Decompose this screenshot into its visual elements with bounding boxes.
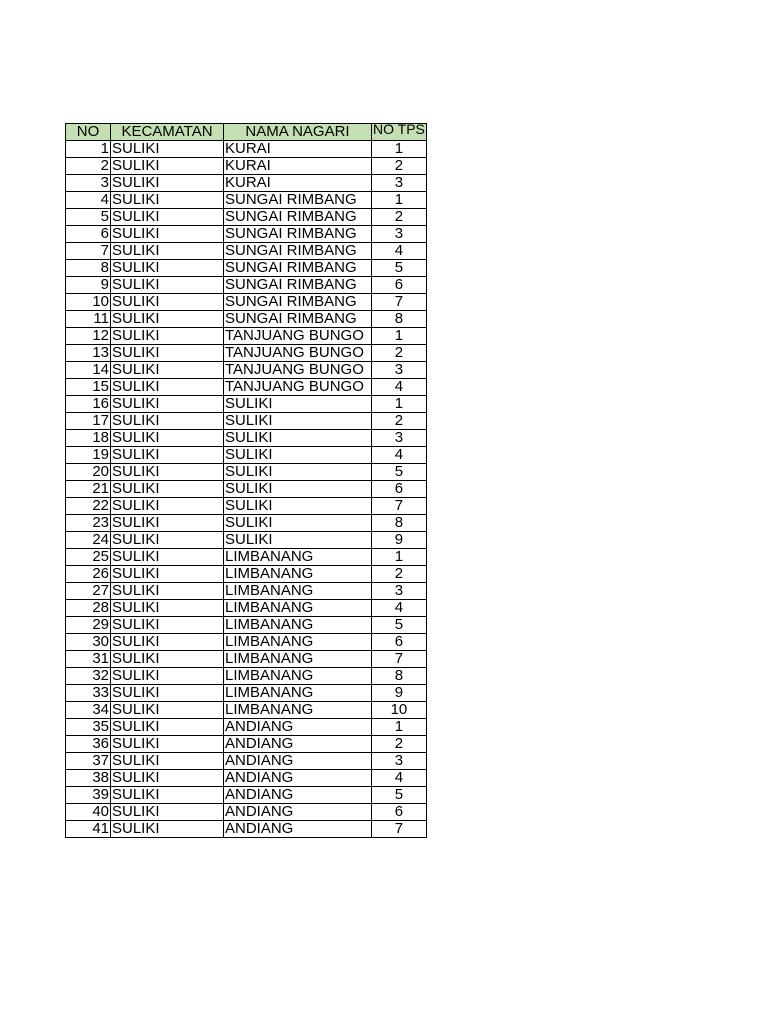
cell-nama-nagari: KURAI	[224, 158, 372, 175]
table-row	[66, 447, 427, 464]
cell-no-tps: 2	[372, 209, 427, 226]
table-body	[66, 141, 427, 838]
cell-kecamatan: SULIKI	[111, 787, 224, 804]
cell-kecamatan: SULIKI	[111, 379, 224, 396]
cell-nama-nagari: ANDIANG	[224, 736, 372, 753]
table-row	[66, 345, 427, 362]
cell-no: 2	[66, 158, 111, 175]
cell-no: 29	[66, 617, 111, 634]
cell-no: 41	[66, 821, 111, 838]
cell-no-tps: 1	[372, 719, 427, 736]
cell-no-tps: 10	[372, 702, 427, 719]
cell-nama-nagari: LIMBANANG	[224, 651, 372, 668]
table-row	[66, 481, 427, 498]
cell-nama-nagari: LIMBANANG	[224, 634, 372, 651]
cell-no: 26	[66, 566, 111, 583]
table-row	[66, 413, 427, 430]
table-row	[66, 209, 427, 226]
table-row	[66, 277, 427, 294]
cell-no-tps: 5	[372, 464, 427, 481]
cell-no-tps: 6	[372, 481, 427, 498]
table-row	[66, 328, 427, 345]
table-row	[66, 719, 427, 736]
cell-no-tps: 7	[372, 651, 427, 668]
cell-no-tps: 3	[372, 175, 427, 192]
cell-no: 3	[66, 175, 111, 192]
cell-kecamatan: SULIKI	[111, 617, 224, 634]
cell-no-tps: 3	[372, 362, 427, 379]
cell-no: 36	[66, 736, 111, 753]
cell-no: 4	[66, 192, 111, 209]
table-row	[66, 464, 427, 481]
cell-no: 13	[66, 345, 111, 362]
cell-no-tps: 8	[372, 668, 427, 685]
cell-no-tps: 5	[372, 617, 427, 634]
table-row	[66, 787, 427, 804]
table-row	[66, 583, 427, 600]
cell-nama-nagari: ANDIANG	[224, 770, 372, 787]
cell-nama-nagari: SUNGAI RIMBANG	[224, 260, 372, 277]
cell-kecamatan: SULIKI	[111, 481, 224, 498]
cell-kecamatan: SULIKI	[111, 260, 224, 277]
cell-no: 19	[66, 447, 111, 464]
cell-no: 27	[66, 583, 111, 600]
cell-no: 38	[66, 770, 111, 787]
cell-nama-nagari: ANDIANG	[224, 719, 372, 736]
cell-no-tps: 5	[372, 260, 427, 277]
cell-nama-nagari: LIMBANANG	[224, 549, 372, 566]
cell-no-tps: 8	[372, 515, 427, 532]
cell-no-tps: 2	[372, 158, 427, 175]
cell-no-tps: 2	[372, 736, 427, 753]
cell-kecamatan: SULIKI	[111, 243, 224, 260]
cell-kecamatan: SULIKI	[111, 549, 224, 566]
cell-no: 31	[66, 651, 111, 668]
cell-kecamatan: SULIKI	[111, 532, 224, 549]
cell-kecamatan: SULIKI	[111, 668, 224, 685]
cell-nama-nagari: ANDIANG	[224, 804, 372, 821]
cell-kecamatan: SULIKI	[111, 413, 224, 430]
cell-no-tps: 8	[372, 311, 427, 328]
table-row	[66, 600, 427, 617]
cell-kecamatan: SULIKI	[111, 770, 224, 787]
cell-nama-nagari: SULIKI	[224, 447, 372, 464]
cell-no: 8	[66, 260, 111, 277]
cell-kecamatan: SULIKI	[111, 702, 224, 719]
cell-no-tps: 2	[372, 413, 427, 430]
table-row	[66, 617, 427, 634]
cell-no: 17	[66, 413, 111, 430]
cell-no: 28	[66, 600, 111, 617]
cell-kecamatan: SULIKI	[111, 430, 224, 447]
cell-no: 33	[66, 685, 111, 702]
table-row	[66, 702, 427, 719]
cell-kecamatan: SULIKI	[111, 141, 224, 158]
cell-kecamatan: SULIKI	[111, 345, 224, 362]
cell-no-tps: 6	[372, 277, 427, 294]
table-row	[66, 634, 427, 651]
cell-no-tps: 3	[372, 583, 427, 600]
cell-no: 16	[66, 396, 111, 413]
cell-nama-nagari: LIMBANANG	[224, 685, 372, 702]
table-row	[66, 753, 427, 770]
cell-no: 23	[66, 515, 111, 532]
cell-no: 25	[66, 549, 111, 566]
table-row	[66, 770, 427, 787]
cell-kecamatan: SULIKI	[111, 311, 224, 328]
cell-no: 5	[66, 209, 111, 226]
cell-no-tps: 2	[372, 345, 427, 362]
cell-kecamatan: SULIKI	[111, 685, 224, 702]
cell-nama-nagari: KURAI	[224, 141, 372, 158]
cell-no-tps: 4	[372, 600, 427, 617]
cell-kecamatan: SULIKI	[111, 753, 224, 770]
cell-nama-nagari: TANJUANG BUNGO	[224, 362, 372, 379]
cell-no: 35	[66, 719, 111, 736]
cell-kecamatan: SULIKI	[111, 192, 224, 209]
cell-no: 32	[66, 668, 111, 685]
cell-kecamatan: SULIKI	[111, 294, 224, 311]
cell-no: 18	[66, 430, 111, 447]
table-header-row	[66, 124, 427, 141]
table-row	[66, 804, 427, 821]
cell-no-tps: 1	[372, 141, 427, 158]
table-row	[66, 532, 427, 549]
cell-no: 24	[66, 532, 111, 549]
cell-no-tps: 6	[372, 804, 427, 821]
cell-kecamatan: SULIKI	[111, 821, 224, 838]
cell-no: 30	[66, 634, 111, 651]
cell-kecamatan: SULIKI	[111, 719, 224, 736]
cell-no-tps: 1	[372, 549, 427, 566]
cell-no-tps: 3	[372, 430, 427, 447]
cell-no-tps: 1	[372, 396, 427, 413]
cell-nama-nagari: TANJUANG BUNGO	[224, 328, 372, 345]
cell-no: 9	[66, 277, 111, 294]
cell-no-tps: 3	[372, 753, 427, 770]
cell-kecamatan: SULIKI	[111, 158, 224, 175]
cell-no: 6	[66, 226, 111, 243]
cell-nama-nagari: SULIKI	[224, 498, 372, 515]
table-row	[66, 651, 427, 668]
cell-no: 21	[66, 481, 111, 498]
cell-nama-nagari: SULIKI	[224, 515, 372, 532]
table-row	[66, 668, 427, 685]
cell-no: 39	[66, 787, 111, 804]
cell-no: 34	[66, 702, 111, 719]
table-row	[66, 192, 427, 209]
table-row	[66, 821, 427, 838]
cell-no: 7	[66, 243, 111, 260]
cell-no: 15	[66, 379, 111, 396]
table-row	[66, 243, 427, 260]
table-row	[66, 549, 427, 566]
cell-nama-nagari: LIMBANANG	[224, 600, 372, 617]
table-row	[66, 396, 427, 413]
cell-no-tps: 4	[372, 379, 427, 396]
cell-nama-nagari: TANJUANG BUNGO	[224, 379, 372, 396]
cell-kecamatan: SULIKI	[111, 515, 224, 532]
cell-no-tps: 7	[372, 498, 427, 515]
table-row	[66, 430, 427, 447]
cell-no-tps: 1	[372, 192, 427, 209]
cell-no: 14	[66, 362, 111, 379]
table-row	[66, 379, 427, 396]
cell-nama-nagari: SUNGAI RIMBANG	[224, 192, 372, 209]
cell-nama-nagari: SUNGAI RIMBANG	[224, 226, 372, 243]
table-row	[66, 515, 427, 532]
cell-kecamatan: SULIKI	[111, 209, 224, 226]
table-row	[66, 498, 427, 515]
cell-nama-nagari: LIMBANANG	[224, 583, 372, 600]
table-row	[66, 685, 427, 702]
table-row	[66, 175, 427, 192]
cell-no-tps: 7	[372, 294, 427, 311]
cell-nama-nagari: SUNGAI RIMBANG	[224, 243, 372, 260]
cell-kecamatan: SULIKI	[111, 498, 224, 515]
cell-no: 20	[66, 464, 111, 481]
cell-kecamatan: SULIKI	[111, 328, 224, 345]
header-no: NO	[66, 124, 111, 141]
cell-kecamatan: SULIKI	[111, 396, 224, 413]
cell-no: 12	[66, 328, 111, 345]
header-kecamatan: KECAMATAN	[111, 124, 224, 141]
cell-nama-nagari: LIMBANANG	[224, 668, 372, 685]
cell-kecamatan: SULIKI	[111, 226, 224, 243]
cell-kecamatan: SULIKI	[111, 362, 224, 379]
table-row	[66, 141, 427, 158]
table-row	[66, 158, 427, 175]
cell-no-tps: 7	[372, 821, 427, 838]
cell-no: 10	[66, 294, 111, 311]
cell-no: 11	[66, 311, 111, 328]
cell-kecamatan: SULIKI	[111, 736, 224, 753]
cell-nama-nagari: ANDIANG	[224, 821, 372, 838]
cell-nama-nagari: ANDIANG	[224, 787, 372, 804]
cell-nama-nagari: SUNGAI RIMBANG	[224, 294, 372, 311]
cell-nama-nagari: SUNGAI RIMBANG	[224, 311, 372, 328]
tps-table	[65, 123, 427, 838]
cell-kecamatan: SULIKI	[111, 634, 224, 651]
cell-nama-nagari: SULIKI	[224, 396, 372, 413]
cell-no: 22	[66, 498, 111, 515]
header-nama-nagari: NAMA NAGARI	[224, 124, 372, 141]
cell-no: 1	[66, 141, 111, 158]
cell-kecamatan: SULIKI	[111, 651, 224, 668]
cell-kecamatan: SULIKI	[111, 447, 224, 464]
cell-no-tps: 4	[372, 770, 427, 787]
cell-no-tps: 6	[372, 634, 427, 651]
cell-nama-nagari: SUNGAI RIMBANG	[224, 277, 372, 294]
cell-no-tps: 5	[372, 787, 427, 804]
cell-nama-nagari: LIMBANANG	[224, 617, 372, 634]
table-row	[66, 566, 427, 583]
cell-no-tps: 2	[372, 566, 427, 583]
cell-kecamatan: SULIKI	[111, 175, 224, 192]
cell-no-tps: 9	[372, 685, 427, 702]
cell-nama-nagari: LIMBANANG	[224, 566, 372, 583]
cell-kecamatan: SULIKI	[111, 583, 224, 600]
header-no-tps	[372, 124, 427, 141]
table-row	[66, 736, 427, 753]
cell-no: 40	[66, 804, 111, 821]
cell-nama-nagari: SULIKI	[224, 430, 372, 447]
table-row	[66, 311, 427, 328]
table-row	[66, 226, 427, 243]
cell-no: 37	[66, 753, 111, 770]
cell-no-tps: 9	[372, 532, 427, 549]
table-row	[66, 294, 427, 311]
cell-nama-nagari: SULIKI	[224, 413, 372, 430]
header-no-tps-label: NO TPS	[373, 123, 425, 137]
cell-nama-nagari: LIMBANANG	[224, 702, 372, 719]
cell-no-tps: 1	[372, 328, 427, 345]
cell-nama-nagari: SUNGAI RIMBANG	[224, 209, 372, 226]
table-row	[66, 260, 427, 277]
cell-nama-nagari: TANJUANG BUNGO	[224, 345, 372, 362]
cell-kecamatan: SULIKI	[111, 277, 224, 294]
cell-nama-nagari: SULIKI	[224, 481, 372, 498]
cell-kecamatan: SULIKI	[111, 464, 224, 481]
cell-nama-nagari: ANDIANG	[224, 753, 372, 770]
cell-nama-nagari: SULIKI	[224, 532, 372, 549]
cell-kecamatan: SULIKI	[111, 600, 224, 617]
cell-kecamatan: SULIKI	[111, 566, 224, 583]
cell-no-tps: 3	[372, 226, 427, 243]
table-row	[66, 362, 427, 379]
cell-kecamatan: SULIKI	[111, 804, 224, 821]
cell-no-tps: 4	[372, 243, 427, 260]
cell-nama-nagari: KURAI	[224, 175, 372, 192]
cell-nama-nagari: SULIKI	[224, 464, 372, 481]
cell-no-tps: 4	[372, 447, 427, 464]
